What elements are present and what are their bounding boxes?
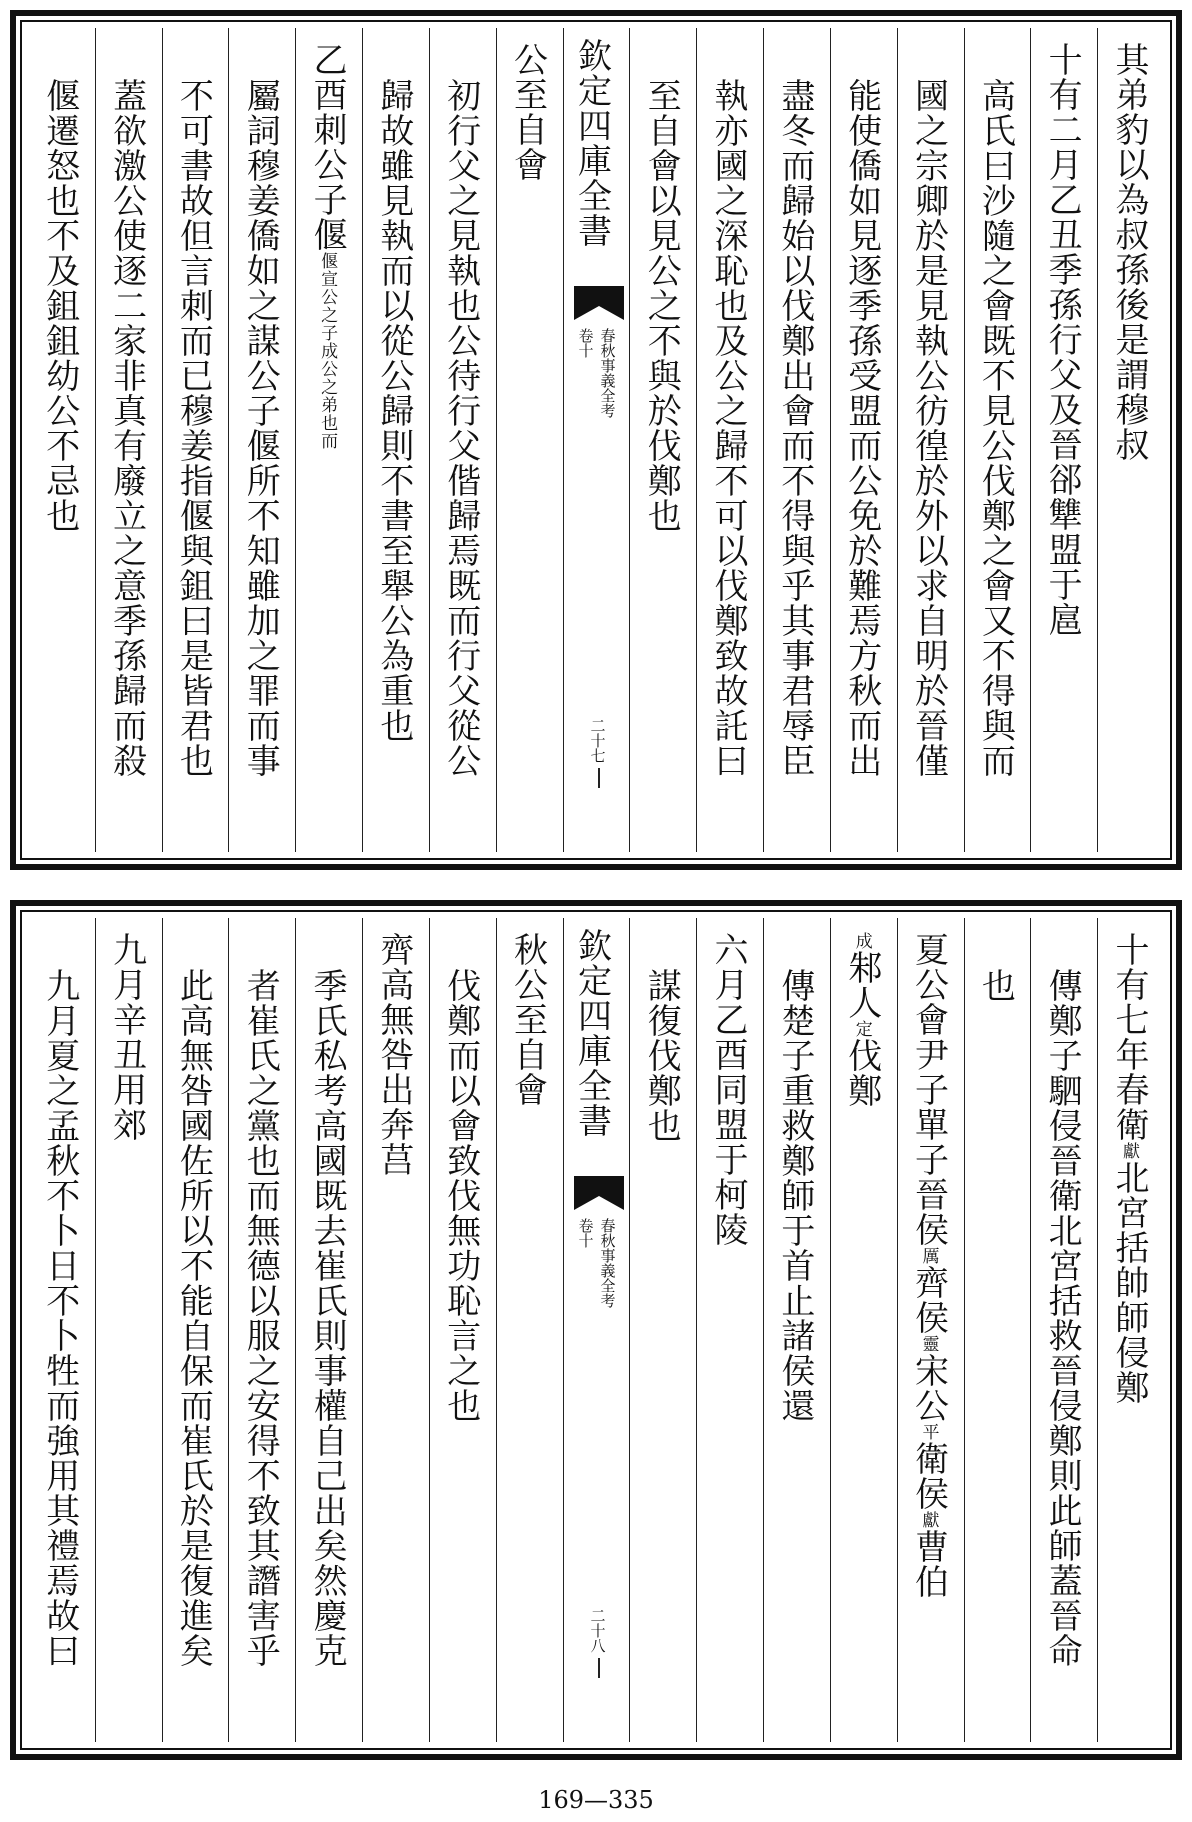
text-columns	[28, 28, 1164, 852]
main-text: 衛侯	[908, 1441, 949, 1511]
text-column: 能使僑如見逐季孫受盟而公免於難焉方秋而出	[830, 28, 897, 852]
interlinear-note: 成	[851, 932, 872, 950]
leaf-number: 二十七	[588, 718, 607, 763]
text-column: 初行父之見執也公待行父偕歸焉既而行父從公	[429, 28, 496, 852]
fold-tick	[598, 768, 600, 788]
interlinear-note: 厲	[918, 1247, 939, 1265]
main-text: 伐鄭	[841, 1038, 882, 1108]
interlinear-note: 靈	[918, 1335, 939, 1353]
text-column	[1097, 918, 1164, 1742]
center-title: 欽定四庫全書	[571, 38, 612, 248]
interlinear-note: 而	[317, 432, 338, 450]
center-fold-column	[563, 918, 630, 1742]
center-fold-column	[563, 28, 630, 852]
interlinear-note	[301, 252, 338, 432]
text-column: 者崔氏之黨也而無德以服之安得不致其譖害乎	[228, 918, 295, 1742]
main-text: 曹伯	[908, 1529, 949, 1599]
page-panel-top	[10, 10, 1182, 870]
text-column: 不可書故但言刺而已穆姜指偃與鉏曰是皆君也	[162, 28, 229, 852]
note-text: 偃宣公之子	[317, 252, 338, 342]
main-text: 乙酉刺公子偃	[307, 42, 348, 252]
text-column: 齊高無咎出奔莒	[362, 918, 429, 1742]
book-title: 春秋事義全考	[598, 1218, 617, 1308]
text-column: 屬詞穆姜僑如之謀公子偃所不知雖加之罪而事	[228, 28, 295, 852]
main-text: 十有七年春衛	[1109, 932, 1149, 1142]
text-column: 歸故雖見執而以從公歸則不書至舉公為重也	[362, 28, 429, 852]
main-text: 齊侯	[908, 1265, 949, 1335]
juan-label: 卷十	[576, 328, 595, 358]
text-column: 高氏曰沙隨之會既不見公伐鄭之會又不得與而	[964, 28, 1031, 852]
juan-label: 卷十	[576, 1218, 595, 1248]
text-column: 季氏私考高國既去崔氏則事權自己出矣然慶克	[295, 918, 362, 1742]
text-column: 執亦國之深恥也及公之歸不可以伐鄭致故託曰	[696, 28, 763, 852]
text-column: 謀復伐鄭也	[629, 918, 696, 1742]
text-column: 至自會以見公之不與於伐鄭也	[629, 28, 696, 852]
text-column	[830, 918, 897, 1742]
interlinear-note: 平	[918, 1423, 939, 1441]
text-column: 九月辛丑用郊	[95, 918, 162, 1742]
text-column	[295, 28, 362, 852]
note-text: 成公之弟也	[317, 342, 338, 432]
interlinear-note: 獻	[918, 1511, 939, 1529]
text-column: 也	[964, 918, 1031, 1742]
interlinear-note: 定	[851, 1020, 872, 1038]
page-number: 169—335	[538, 1786, 654, 1814]
text-column: 國之宗卿於是見執公彷徨於外以求自明於晉僅	[897, 28, 964, 852]
text-column: 偃遷怒也不及鉏鉏幼公不忌也	[39, 78, 80, 533]
text-column: 傳鄭子駟侵晉衛北宮括救晉侵鄭則此師蓋晉命	[1030, 918, 1097, 1742]
page-panel-bottom	[10, 900, 1182, 1760]
text-column: 九月夏之孟秋不卜日不卜牲而強用其禮焉故曰	[39, 968, 80, 1668]
text-column: 公至自會	[496, 28, 563, 852]
text-column	[897, 918, 964, 1742]
text-column: 傳楚子重救鄭師于首止諸侯還	[763, 918, 830, 1742]
text-columns	[28, 918, 1164, 1742]
center-title: 欽定四庫全書	[571, 928, 612, 1138]
text-column: 其弟豹以為叔孫後是謂穆叔	[1097, 28, 1164, 852]
leaf-number: 二十八	[588, 1608, 607, 1653]
text-column: 盡冬而歸始以伐鄭出會而不得與乎其事君辱臣	[763, 28, 830, 852]
main-text: 邾人	[841, 950, 882, 1020]
main-text: 夏公會尹子單子晉侯	[908, 932, 949, 1247]
text-column: 蓋欲激公使逐二家非真有廢立之意季孫歸而殺	[95, 28, 162, 852]
book-title: 春秋事義全考	[598, 328, 617, 418]
fishtail-mark	[574, 286, 624, 306]
text-column: 此高無咎國佐所以不能自保而崔氏於是復進矣	[162, 918, 229, 1742]
main-text: 宋公	[908, 1353, 949, 1423]
text-column: 十有二月乙丑季孫行父及晉郤犨盟于扈	[1030, 28, 1097, 852]
text-column: 伐鄭而以會致伐無功恥言之也	[429, 918, 496, 1742]
text-column: 六月乙酉同盟于柯陵	[696, 918, 763, 1742]
fishtail-mark	[574, 1176, 624, 1196]
main-text: 北宮括帥師侵鄭	[1109, 1160, 1149, 1405]
interlinear-note: 獻	[1119, 1142, 1139, 1160]
text-column: 秋公至自會	[496, 918, 563, 1742]
fold-tick	[598, 1658, 600, 1678]
